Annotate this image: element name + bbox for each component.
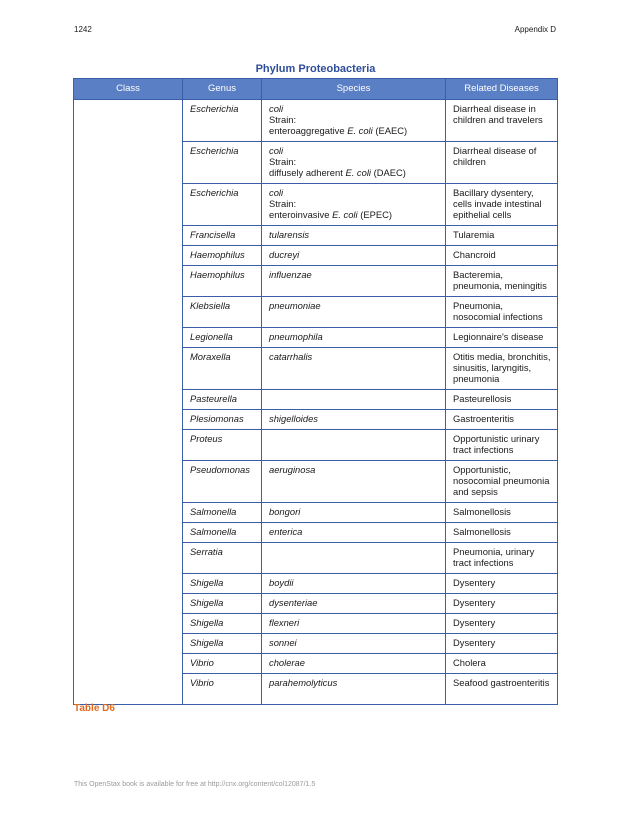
genus-cell: Haemophilus [183,266,262,297]
strain-name [269,125,439,136]
species-cell [262,543,446,574]
species-name: shigelloides [269,413,318,424]
disease-cell: Diarrheal disease in children and travelers [446,100,558,142]
strain-name [269,167,439,178]
genus-cell: Vibrio [183,674,262,705]
table-body [74,100,558,705]
species-name: coli [269,187,284,198]
disease-cell: Cholera [446,654,558,674]
disease-cell: Dysentery [446,574,558,594]
page-footer: This OpenStax book is available for free at http://cnx.org/content/col12087/1.5 [74,781,316,788]
disease-cell: Pneumonia, urinary tract infections [446,543,558,574]
species-cell [262,246,446,266]
species-cell [262,461,446,503]
species-cell [262,297,446,328]
genus-cell: Shigella [183,634,262,654]
column-header-diseases: Related Diseases [446,79,558,100]
genus-cell: Escherichia [183,142,262,184]
strain-prefix: enteroinvasive [269,209,333,221]
disease-cell: Otitis media, bronchitis, sinusitis, laryngitis, pneumonia [446,348,558,390]
species-cell [262,614,446,634]
species-cell [262,142,446,184]
species-name: flexneri [269,617,300,628]
disease-cell: Bacillary dysentery, cells invade intestinal epithelial cells [446,184,558,226]
species-name: catarrhalis [269,351,313,362]
species-cell [262,634,446,654]
species-cell [262,266,446,297]
disease-cell: Opportunistic, nosocomial pneumonia and sepsis [446,461,558,503]
strain-organism: E. coli [345,167,371,179]
species-cell [262,523,446,543]
genus-cell: Serratia [183,543,262,574]
column-header-species: Species [262,79,446,100]
disease-cell: Seafood gastroenteritis [446,674,558,705]
genus-cell: Escherichia [183,184,262,226]
species-name: sonnei [269,637,297,648]
species-cell [262,390,446,410]
species-name: enterica [269,526,303,537]
genus-cell: Haemophilus [183,246,262,266]
species-cell [262,184,446,226]
genus-cell: Shigella [183,614,262,634]
species-cell [262,654,446,674]
species-cell [262,674,446,705]
species-name: tularensis [269,229,310,240]
table-label: Table D6 [74,703,115,714]
page-number: 1242 [74,25,92,34]
species-cell [262,503,446,523]
genus-cell: Klebsiella [183,297,262,328]
genus-cell: Plesiomonas [183,410,262,430]
strain-abbrev: (EAEC) [372,125,408,137]
genus-cell: Shigella [183,594,262,614]
species-cell [262,430,446,461]
disease-cell: Dysentery [446,634,558,654]
disease-cell: Salmonellosis [446,503,558,523]
disease-cell: Salmonellosis [446,523,558,543]
genus-cell: Pasteurella [183,390,262,410]
genus-cell: Proteus [183,430,262,461]
disease-cell: Pasteurellosis [446,390,558,410]
species-cell [262,594,446,614]
species-name: coli [269,145,284,156]
strain-label: Strain: [269,114,297,126]
species-cell [262,348,446,390]
genus-cell: Escherichia [183,100,262,142]
disease-cell: Chancroid [446,246,558,266]
section-title: Appendix D [514,25,556,34]
genus-cell: Salmonella [183,503,262,523]
disease-cell: Bacteremia, pneumonia, meningitis [446,266,558,297]
disease-cell: Pneumonia, nosocomial infections [446,297,558,328]
species-name: pneumoniae [269,300,321,311]
genus-cell: Vibrio [183,654,262,674]
species-name: ducreyi [269,249,300,260]
genus-cell: Francisella [183,226,262,246]
strain-organism: E. coli [347,125,373,137]
species-cell [262,410,446,430]
strain-abbrev: (DAEC) [370,167,406,179]
species-name: aeruginosa [269,464,316,475]
species-cell [262,574,446,594]
species-cell [262,100,446,142]
class-cell [74,100,183,705]
table-caption: Phylum Proteobacteria [255,63,376,75]
strain-organism: E. coli [332,209,358,221]
species-cell [262,226,446,246]
table-row [74,100,558,142]
species-name: parahemolyticus [269,677,338,688]
strain-prefix: enteroaggregative [269,125,348,137]
disease-cell: Diarrheal disease of children [446,142,558,184]
genus-cell: Salmonella [183,523,262,543]
species-name: pneumophila [269,331,323,342]
organism-table [73,78,558,705]
disease-cell: Legionnaire's disease [446,328,558,348]
disease-cell: Dysentery [446,594,558,614]
species-name: cholerae [269,657,305,668]
species-name: bongori [269,506,301,517]
genus-cell: Shigella [183,574,262,594]
strain-prefix: diffusely adherent [269,167,346,179]
genus-cell: Moraxella [183,348,262,390]
disease-cell: Tularemia [446,226,558,246]
disease-cell: Opportunistic urinary tract infections [446,430,558,461]
species-name: coli [269,103,284,114]
strain-abbrev: (EPEC) [357,209,392,221]
genus-cell: Pseudomonas [183,461,262,503]
disease-cell: Dysentery [446,614,558,634]
strain-name [269,209,439,220]
column-header-genus: Genus [183,79,262,100]
strain-label: Strain: [269,156,297,168]
table-header-row [74,79,558,100]
species-name: dysenteriae [269,597,318,608]
disease-cell: Gastroenteritis [446,410,558,430]
genus-cell: Legionella [183,328,262,348]
species-name: influenzae [269,269,312,280]
species-name: boydii [269,577,294,588]
strain-label: Strain: [269,198,297,210]
column-header-class: Class [74,79,183,100]
species-cell [262,328,446,348]
